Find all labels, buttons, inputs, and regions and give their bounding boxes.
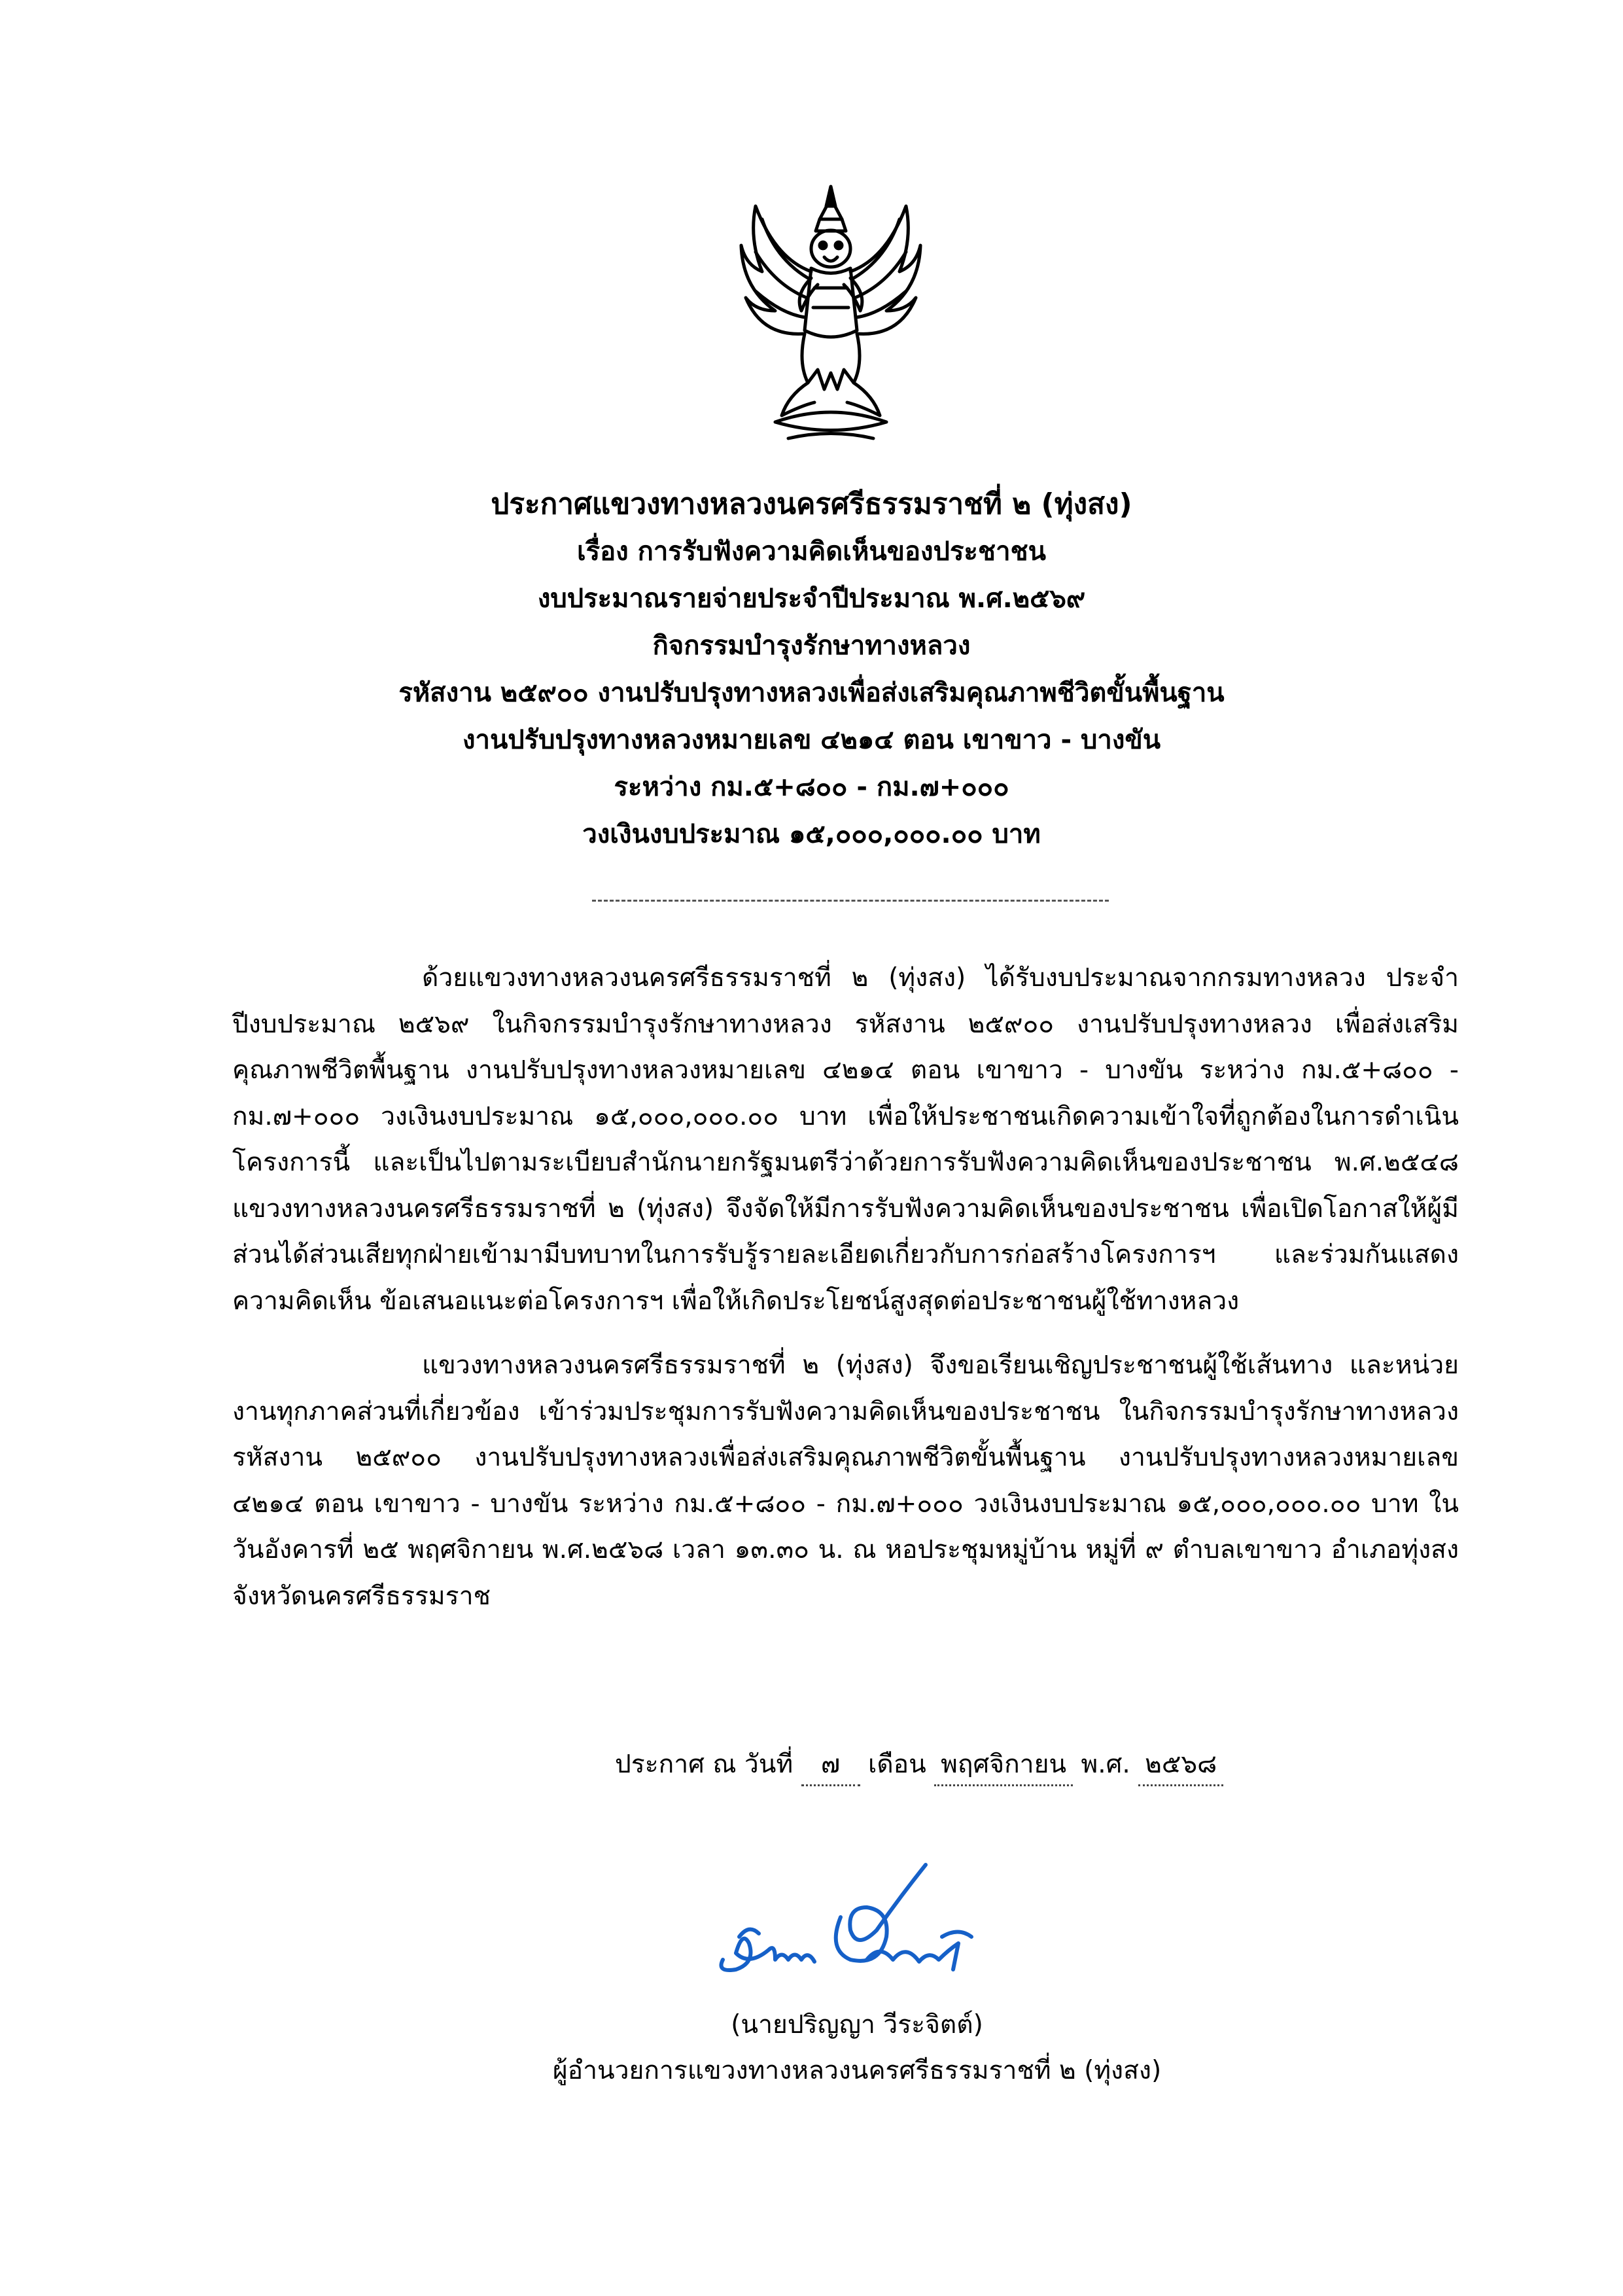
signer-block bbox=[458, 2002, 1256, 2094]
budget-year-line: งบประมาณรายจ่ายประจำปีประมาณ พ.ศ.๒๕๖๙ bbox=[537, 584, 1086, 614]
signer-title: ผู้อำนวยการแขวงทางหลวงนครศรีธรรมราชที่ ๒ (ทุ่งสง) bbox=[552, 2056, 1162, 2085]
highway-line: งานปรับปรุงทางหลวงหมายเลข ๔๒๑๔ ตอน เขาขาว - บางขัน bbox=[462, 725, 1161, 755]
paragraph-1-text: ด้วยแขวงทางหลวงนครศรีธรรมราชที่ ๒ (ทุ่งสง) ได้รับงบประมาณจากกรมทางหลวง ประจำปีงบประมาณ ๒๕๖๙ ในกิจกรรมบำรุงรักษาทางหลวง รหัสงาน ๒๕๙๐๐ งานปรับปรุงทางหลวง เพื่อส่งเสริมคุณภาพชีวิตพื้นฐาน งานปรับปรุงทางหลวงหมายเลข ๔๒๑๔ ตอน เขาขาว - บางขัน ระหว่าง กม.๕+๘๐๐ - กม.๗+๐๐๐ วงเงินงบประมาณ ๑๕,๐๐๐,๐๐๐.๐๐ บาท เพื่อให้ประชาชนเกิดความเข้าใจที่ถูกต้องในการดำเนินโครงการนี้ และเป็นไปตามระเบียบสำนักนายกรัฐมนตรีว่าด้วยการรับฟังความคิดเห็นของประชาชน พ.ศ.๒๕๔๘ แขวงทางหลวงนครศรีธรรมราชที่ ๒ (ทุ่งสง) จึงจัดให้มีการรับฟังความคิดเห็นของประชาชน เพื่อเปิดโอกาสให้ผู้มีส่วนได้ส่วนเสียทุกฝ่ายเข้ามามีบทบาทในการรับรู้รายละเอียดเกี่ยวกับการก่อสร้างโครงการฯ และร่วมกันแสดงความคิดเห็น ข้อเสนอแนะต่อโครงการฯ เพื่อให้เกิดประโยชน์สูงสุดต่อประชาชนผู้ใช้ทางหลวง bbox=[232, 963, 1459, 1316]
body-paragraph-2 bbox=[232, 1343, 1459, 1619]
date-month-label: เดือน bbox=[867, 1750, 926, 1779]
announcement-header bbox=[196, 481, 1427, 858]
date-month: พฤศจิกายน bbox=[934, 1744, 1073, 1786]
announcement-title: ประกาศแขวงทางหลวงนครศรีธรรมราชที่ ๒ (ทุ่งสง) bbox=[491, 487, 1132, 521]
paragraph-2-text: แขวงทางหลวงนครศรีธรรมราชที่ ๒ (ทุ่งสง) จึงขอเรียนเชิญประชาชนผู้ใช้เส้นทาง และหน่วยงานทุกภาคส่วนที่เกี่ยวข้อง เข้าร่วมประชุมการรับฟังความคิดเห็นของประชาชน ในกิจกรรมบำรุงรักษาทางหลวง รหัสงาน ๒๕๙๐๐ งานปรับปรุงทางหลวงเพื่อส่งเสริมคุณภาพชีวิตขั้นพื้นฐาน งานปรับปรุงทางหลวงหมายเลข ๔๒๑๔ ตอน เขาขาว - บางขัน ระหว่าง กม.๕+๘๐๐ - กม.๗+๐๐๐ วงเงินงบประมาณ ๑๕,๐๐๐,๐๐๐.๐๐ บาท ในวันอังคารที่ ๒๕ พฤศจิกายน พ.ศ.๒๕๖๘ เวลา ๑๓.๓๐ น. ณ หอประชุมหมู่บ้าน หมู่ที่ ๙ ตำบลเขาขาว อำเภอทุ่งสง จังหวัดนครศรีธรรมราช bbox=[232, 1351, 1459, 1611]
date-prefix: ประกาศ ณ วันที่ bbox=[615, 1750, 794, 1779]
activity-line: กิจกรรมบำรุงรักษาทางหลวง bbox=[652, 631, 971, 661]
date-day: ๗ bbox=[801, 1744, 860, 1786]
km-range-line: ระหว่าง กม.๕+๘๐๐ - กม.๗+๐๐๐ bbox=[614, 772, 1009, 802]
body-paragraph-1 bbox=[232, 955, 1459, 1324]
subject-line: เรื่อง การรับฟังความคิดเห็นของประชาชน bbox=[576, 537, 1047, 567]
signature-image bbox=[710, 1845, 991, 1989]
announcement-body bbox=[232, 955, 1459, 1638]
budget-amount-line: วงเงินงบประมาณ ๑๕,๐๐๐,๐๐๐.๐๐ บาท bbox=[582, 819, 1041, 849]
work-code-line: รหัสงาน ๒๕๙๐๐ งานปรับปรุงทางหลวงเพื่อส่งเสริมคุณภาพชีวิตขั้นพื้นฐาน bbox=[398, 678, 1225, 708]
garuda-emblem bbox=[736, 180, 926, 448]
date-year: ๒๕๖๘ bbox=[1138, 1744, 1223, 1786]
signer-name: (นายปริญญา วีระจิตต์) bbox=[731, 2010, 983, 2040]
date-year-label: พ.ศ. bbox=[1081, 1750, 1130, 1779]
header-divider bbox=[592, 900, 1109, 902]
announcement-date bbox=[615, 1744, 1223, 1786]
